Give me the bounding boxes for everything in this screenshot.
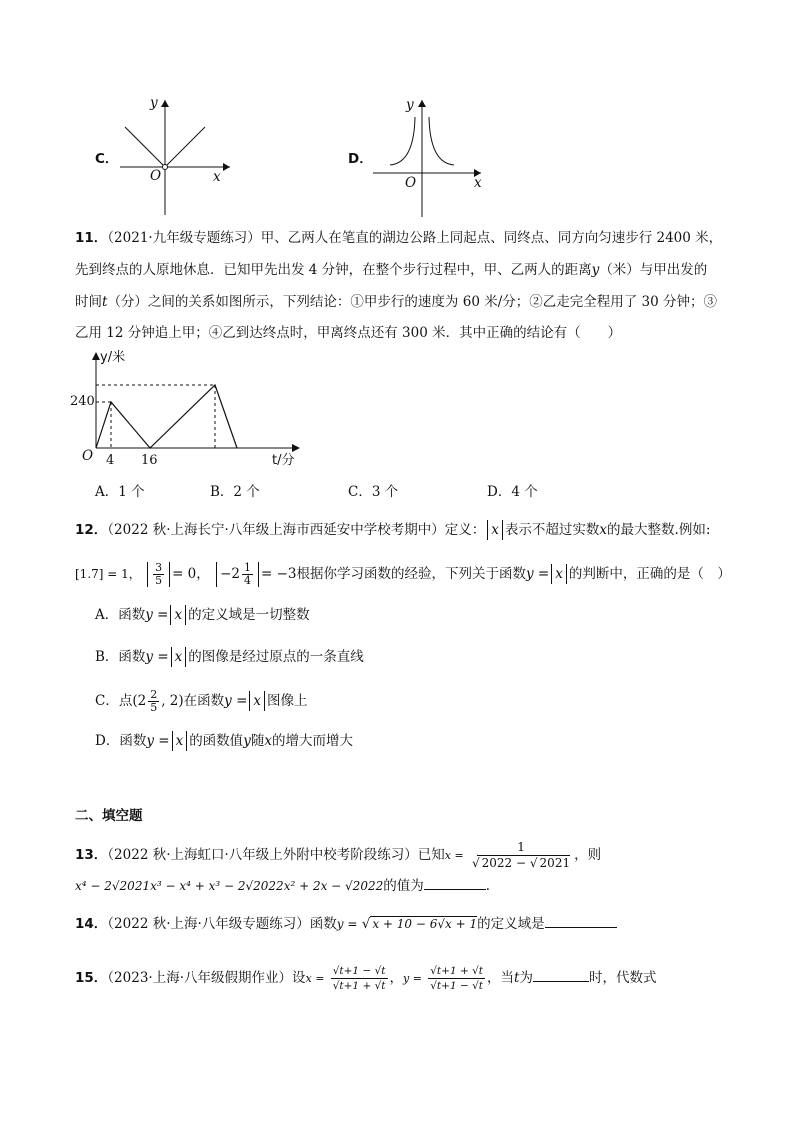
q13-end: ． xyxy=(485,878,500,894)
q14-source: （2022 秋·上海·八年级专题练习） xyxy=(107,916,310,932)
q12-example-2: = 0， xyxy=(172,566,210,582)
q12-option-b-x: x xyxy=(171,647,187,667)
q12-example-1: [1.7] = 1， xyxy=(75,567,141,581)
q11-chart-x16: 16 xyxy=(141,453,158,468)
graph-c xyxy=(95,95,245,220)
q15-y-num: √t+1 + √t xyxy=(430,965,484,977)
graph-d-x-label: x xyxy=(474,175,482,191)
q13-tail: 的值为 xyxy=(383,878,424,894)
q11-line4 xyxy=(75,323,621,343)
q11-var-y: y xyxy=(591,262,600,278)
q15-var-t: t xyxy=(514,970,520,986)
q14-line: 14．（2022 秋·上海·八年级专题练习）函数y = √ x + 10 − 6√x + 1的定义域是 xyxy=(75,913,617,934)
q15-tail1: ，当 xyxy=(487,970,515,986)
q12-def-c: 的最大整数.例如: xyxy=(607,522,711,538)
q12-line2 xyxy=(75,562,731,587)
q12-floor-x-2: x xyxy=(551,564,567,584)
q13-number: 13． xyxy=(75,847,108,863)
q12-option-b-text2: 的图像是经过原点的一条直线 xyxy=(188,649,364,665)
q15-tail3: 时，代数式 xyxy=(588,970,657,986)
q11-option-b[interactable]: B．2 个 xyxy=(210,484,260,500)
q11-option-a[interactable]: A．1 个 xyxy=(95,484,145,500)
q11-text-2b: （米）与甲出发的 xyxy=(599,262,708,278)
q15-x-den: √t+1 + √t xyxy=(332,980,386,992)
q12-option-a-x: x xyxy=(170,605,186,625)
q13-expression: x⁴ − 2√2021x³ − x⁴ + x³ − 2√2022x² + 2x − √2022 xyxy=(75,879,384,893)
q12-option-c-x: x xyxy=(249,691,265,711)
q12-frac-den: 5 xyxy=(155,574,163,587)
q12-source: （2022 秋·上海长宁·八年级上海市西延安中学校考期中） xyxy=(107,522,445,538)
q13-den-a: 2022 − xyxy=(481,856,530,870)
graph-c-x-label: x xyxy=(213,169,221,185)
q12-option-d[interactable] xyxy=(95,731,353,751)
q12-yeq: y = xyxy=(526,566,550,582)
q12-option-a-text: A．函数 xyxy=(95,607,146,623)
q12-option-d-text: D．函数 xyxy=(95,733,147,749)
q15-number: 15． xyxy=(75,970,108,986)
q12-example-tail2: 的判断中，正确的是（ ） xyxy=(568,566,731,582)
q15-pre: 设 xyxy=(292,970,306,986)
q12-floor-x: x xyxy=(487,520,503,540)
q15-source: （2023·上海·八年级假期作业） xyxy=(107,970,292,986)
q12-frac2-num: 1 xyxy=(243,561,251,574)
q11-chart-ylabel: y/米 xyxy=(100,350,126,365)
q12-option-c-text: C．点 xyxy=(95,693,133,709)
graph-d-y-label: y xyxy=(406,97,414,113)
q14-yeq: y = xyxy=(336,917,358,931)
q12-option-b-yeq: y = xyxy=(145,649,169,665)
q13-post: ，则 xyxy=(574,847,602,863)
q11-text-2a: 先到终点的人原地休息．已知甲先出发 4 分钟，在整个步行过程中，甲、乙两人的距离 xyxy=(75,262,592,278)
q12-frac-num: 3 xyxy=(155,561,163,574)
q11-text-1: 甲、乙两人在笔直的湖边公路上同起点、同终点、同方向匀速步行 2400 米， xyxy=(260,230,723,246)
graph-d xyxy=(348,95,493,220)
q14-expression: x + 10 − 6√x + 1 xyxy=(372,917,478,931)
graph-c-y-label: y xyxy=(150,95,158,111)
q15-y-fraction xyxy=(428,964,485,993)
q13-answer-blank[interactable] xyxy=(424,875,486,890)
q11-option-d[interactable]: D．4 个 xyxy=(487,484,538,500)
q12-option-c-post: , 2) xyxy=(161,693,184,709)
q11-number: 11． xyxy=(75,230,108,246)
q12-var-x: x xyxy=(599,522,608,538)
q13-line2 xyxy=(75,875,499,896)
q15-x-num: √t+1 − √t xyxy=(332,965,386,977)
q11-chart-origin: O xyxy=(82,448,94,464)
q11-distance-line xyxy=(96,385,237,448)
q11-chart-xlabel: t/分 xyxy=(272,453,295,468)
q12-option-d-y: y xyxy=(243,733,251,749)
q13-xeq: x = xyxy=(444,849,464,862)
q12-option-a-text2: 的定义域是一切整数 xyxy=(188,607,310,623)
q15-tail2: 为 xyxy=(519,970,533,986)
q15-sep: ， xyxy=(389,970,403,986)
q11-chart-y240: 240 xyxy=(70,394,95,409)
q13-pre: 已知 xyxy=(417,847,445,863)
q12-option-c-num: 2 xyxy=(150,688,158,701)
q12-option-d-x2: x xyxy=(264,733,272,749)
q15-y-den: √t+1 − √t xyxy=(430,980,484,992)
q12-def-b: 表示不超过实数 xyxy=(504,522,600,538)
graph-c-label: C． xyxy=(95,151,119,167)
q12-example-3-bracket xyxy=(216,562,259,587)
q13-source: （2022 秋·上海虹口·八年级上外附中校考阶段练习） xyxy=(107,847,418,863)
q12-option-c-pre: (2 xyxy=(132,693,147,709)
q15-line xyxy=(75,964,656,993)
q11-chart-x4: 4 xyxy=(106,453,115,468)
q11-option-c[interactable]: C．3 个 xyxy=(348,484,399,500)
q12-neg2: −2 xyxy=(220,566,240,582)
section-title-fill-blank: 二、填空题 xyxy=(75,808,143,824)
q11-source: （2021·九年级专题练习） xyxy=(107,230,261,246)
q11-chart xyxy=(70,348,310,473)
q15-yeq: y = xyxy=(403,972,422,985)
q13-line1 xyxy=(75,840,601,871)
graph-d-origin: O xyxy=(405,175,417,191)
q11-text-3a: 时间 xyxy=(75,294,102,310)
q11-var-t: t xyxy=(102,294,108,310)
q12-option-d-text3: 随 xyxy=(250,733,265,749)
q14-answer-blank[interactable] xyxy=(545,913,617,928)
q12-option-c[interactable] xyxy=(95,689,308,714)
q14-pre: 函数 xyxy=(309,916,337,932)
q15-xeq: x = xyxy=(305,972,325,985)
q11-text-3b: （分）之间的关系如图所示，下列结论：①甲步行的速度为 60 米/分；②乙走完全程用了 30 分钟；③ xyxy=(107,294,718,310)
q12-option-b[interactable] xyxy=(95,647,364,667)
q12-example-3: = −3 xyxy=(260,566,297,582)
q12-option-b-text: B．函数 xyxy=(95,649,146,665)
q13-frac-den: √ 2022 − √ 2021 xyxy=(472,856,571,870)
q12-option-c-text3: 图像上 xyxy=(267,693,308,709)
q12-number: 12． xyxy=(75,522,108,538)
q13-den-b: 2021 xyxy=(539,856,571,870)
q11-text-4: 乙用 12 分钟追上甲；④乙到达终点时，甲离终点还有 300 米．其中正确的结论有（ ） xyxy=(75,325,622,341)
q12-option-c-text2: 在函数 xyxy=(183,693,225,709)
q12-option-a[interactable] xyxy=(95,605,310,625)
q12-def-a: 定义： xyxy=(444,522,486,538)
q12-option-d-text2: 的函数值 xyxy=(189,733,244,749)
q12-frac2-den: 4 xyxy=(243,574,251,587)
q15-x-fraction xyxy=(331,964,388,993)
q11-line3 xyxy=(75,292,717,312)
graph-c-origin: O xyxy=(150,168,162,184)
q13-fraction xyxy=(470,840,572,871)
q12-option-d-yeq: y = xyxy=(146,733,170,749)
q14-tail: 的定义域是 xyxy=(477,916,545,932)
q11-line2 xyxy=(75,260,707,280)
q12-option-d-x: x xyxy=(172,731,188,751)
q12-option-a-yeq: y = xyxy=(145,607,169,623)
q15-answer-blank[interactable] xyxy=(533,967,589,982)
q12-option-d-text4: 的增大而增大 xyxy=(271,733,353,749)
q12-line1 xyxy=(75,520,710,540)
q14-number: 14． xyxy=(75,916,108,932)
q12-option-c-yeq: y = xyxy=(224,693,248,709)
graph-d-label: D． xyxy=(348,151,373,167)
q12-example-2-bracket xyxy=(147,562,170,587)
q12-example-tail: 根据你学习函数的经验，下列关于函数 xyxy=(296,566,526,582)
q12-option-c-den: 5 xyxy=(150,701,158,714)
q13-frac-num: 1 xyxy=(477,840,565,856)
q11-line1 xyxy=(75,228,722,248)
